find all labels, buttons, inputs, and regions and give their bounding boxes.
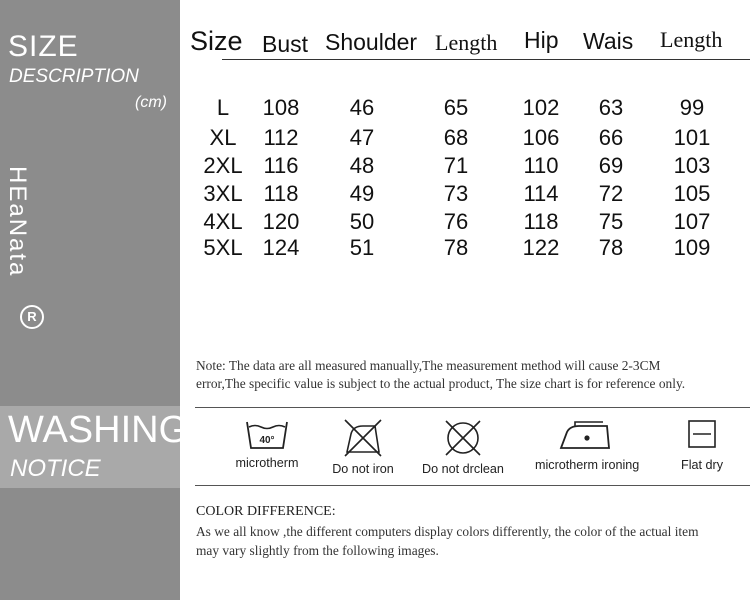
table-cell: 122 <box>522 235 560 260</box>
flat-dry-icon <box>680 418 724 454</box>
table-cell: 110 <box>523 153 559 178</box>
table-cell: 107 <box>673 209 711 234</box>
header-bust: Bust <box>262 31 309 57</box>
header-divider <box>222 59 750 60</box>
care-label: Flat dry <box>681 458 723 472</box>
care-item-no-dryclean <box>413 418 513 476</box>
table-cell: 116 <box>263 153 299 178</box>
care-top-divider <box>195 407 750 408</box>
do-not-dryclean-icon <box>441 418 485 458</box>
size-label-cell: 5XL <box>203 235 243 260</box>
registered-icon: R <box>20 305 44 329</box>
header-length: Length <box>435 30 498 55</box>
table-cell: 65 <box>443 95 469 120</box>
table-cell: 71 <box>443 153 469 178</box>
size-label-cell: L <box>216 95 230 120</box>
size-label-cell: XL <box>209 125 237 150</box>
header-size: Size <box>190 26 243 56</box>
care-bottom-divider <box>195 485 750 486</box>
care-label: Do not drclean <box>422 462 504 476</box>
table-cell: 78 <box>598 235 624 260</box>
table-cell: 120 <box>262 209 300 234</box>
size-description-label: DESCRIPTION <box>9 66 139 87</box>
color-difference-text: As we all know ,the different computers display colors differently, the color of the actual item may vary slightly from the following images. <box>196 524 699 558</box>
care-item-wash <box>217 418 317 470</box>
header-hip: Hip <box>524 27 559 53</box>
table-cell: 108 <box>262 95 300 120</box>
unit-label: (cm) <box>135 94 167 111</box>
table-cell: 63 <box>598 95 624 120</box>
table-cell: 69 <box>598 153 624 178</box>
table-cell: 118 <box>523 209 559 234</box>
table-cell: 68 <box>443 125 469 150</box>
washing-notice-label: NOTICE <box>10 455 101 482</box>
table-cell: 78 <box>443 235 469 260</box>
iron-low-icon <box>555 418 615 454</box>
size-label-cell: 3XL <box>203 181 243 206</box>
wash-temperature: 40° <box>259 435 275 446</box>
care-label: microtherm ironing <box>535 458 640 472</box>
washing-title: WASHING <box>8 409 189 451</box>
table-cell: 66 <box>598 125 624 150</box>
table-cell: 76 <box>443 209 469 234</box>
table-cell: 72 <box>598 181 624 206</box>
size-label-cell: 2XL <box>203 153 243 178</box>
care-item-iron-low <box>535 418 640 472</box>
header-waist: Wais <box>583 28 634 54</box>
care-item-flat-dry <box>652 418 750 472</box>
table-cell: 103 <box>673 153 711 178</box>
table-cell: 102 <box>522 95 560 120</box>
table-cell: 101 <box>673 125 711 150</box>
measurement-note: Note: The data are all measured manually,The measurement method will cause 2-3CM error,The specific value is subject to the actual product, The size chart is for reference only. <box>196 358 686 391</box>
table-cell: 109 <box>673 235 711 260</box>
table-cell: 118 <box>263 181 299 206</box>
table-cell: 99 <box>679 95 705 120</box>
care-label: Do not iron <box>332 462 394 476</box>
header-length-2: Length <box>660 27 723 52</box>
table-cell: 73 <box>443 181 469 206</box>
table-cell: 112 <box>263 125 299 150</box>
table-cell: 75 <box>598 209 624 234</box>
table-cell: 106 <box>522 125 560 150</box>
table-cell: 50 <box>349 209 375 234</box>
do-not-iron-icon <box>341 418 385 458</box>
color-difference-title: COLOR DIFFERENCE: <box>196 504 336 519</box>
size-title: SIZE <box>8 30 79 63</box>
wash-40-icon <box>245 418 289 452</box>
table-cell: 114 <box>523 181 559 206</box>
header-shoulder: Shoulder <box>325 29 418 55</box>
table-cell: 105 <box>673 181 711 206</box>
table-cell: 49 <box>349 181 375 206</box>
table-cell: 124 <box>262 235 300 260</box>
care-label: microtherm <box>235 456 299 470</box>
table-cell: 47 <box>349 125 375 150</box>
brand-name: HEaNata <box>4 166 31 278</box>
table-cell: 48 <box>349 153 375 178</box>
care-item-no-iron <box>313 418 413 476</box>
table-cell: 51 <box>349 235 375 260</box>
size-label-cell: 4XL <box>203 209 243 234</box>
table-cell: 46 <box>349 95 375 120</box>
